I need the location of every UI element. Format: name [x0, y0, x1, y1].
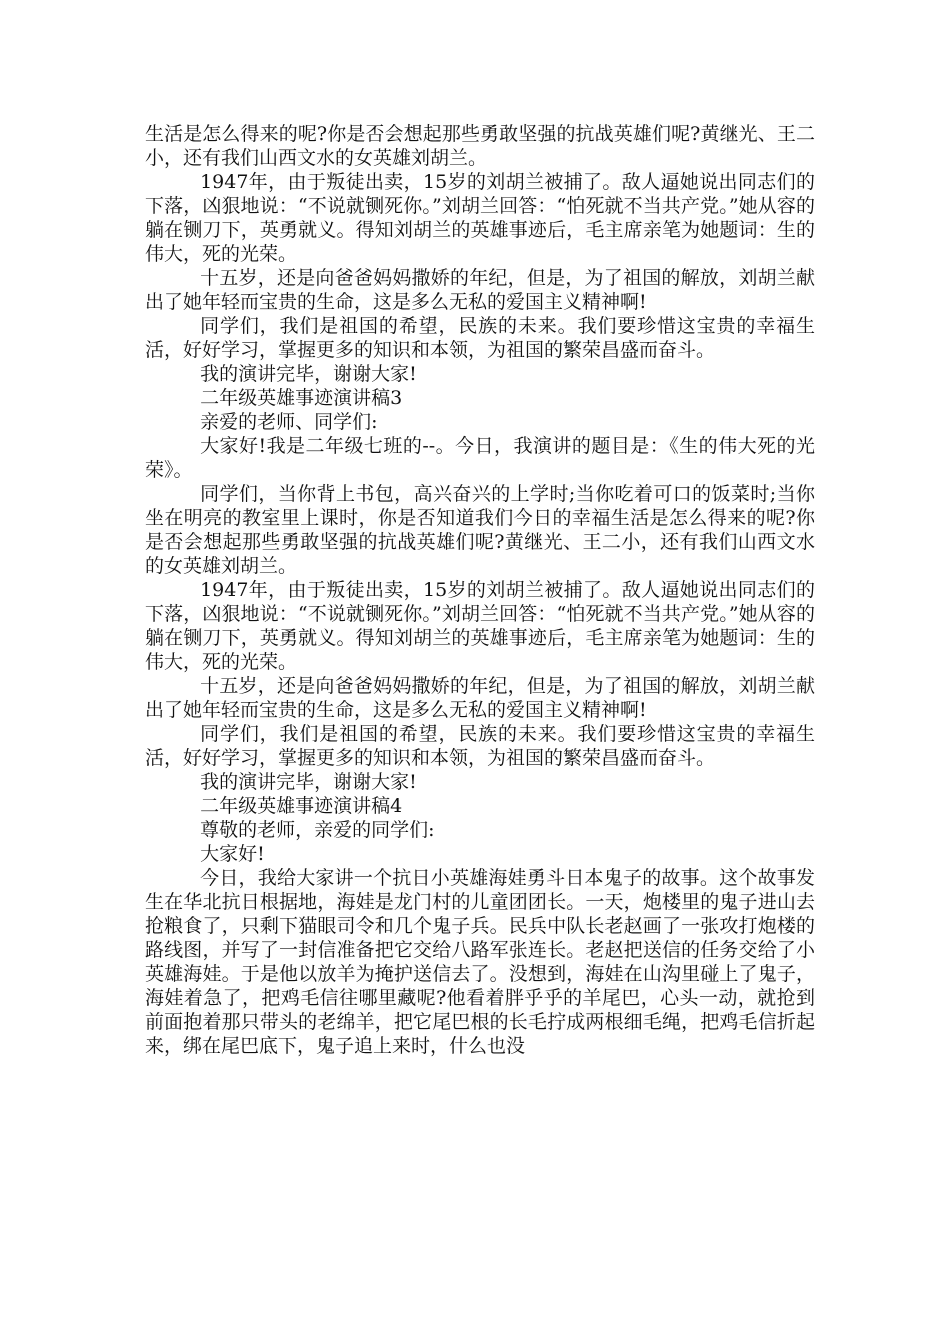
paragraph: 同学们，我们是祖国的希望，民族的未来。我们要珍惜这宝贵的幸福生活，好好学习，掌握更多的知识和本领，为祖国的繁荣昌盛而奋斗。	[145, 723, 815, 769]
salutation: 亲爱的老师、同学们:	[200, 411, 378, 433]
paragraph: 生活是怎么得来的呢?你是否会想起那些勇敢坚强的抗战英雄们呢?黄继光、王二小，还有我们山西文水的女英雄刘胡兰。	[145, 123, 815, 169]
document-page	[145, 122, 815, 1058]
salutation: 尊敬的老师，亲爱的同学们:	[200, 819, 435, 841]
paragraph: 十五岁，还是向爸爸妈妈撒娇的年纪，但是，为了祖国的解放，刘胡兰献出了她年轻而宝贵的生命，这是多么无私的爱国主义精神啊!	[145, 267, 815, 313]
greeting: 大家好!	[200, 843, 265, 865]
paragraph: 今日，我给大家讲一个抗日小英雄海娃勇斗日本鬼子的故事。这个故事发生在华北抗日根据地，海娃是龙门村的儿童团团长。一天，炮楼里的鬼子进山去抢粮食了，只剩下猫眼司令和几个鬼子兵。民兵中队长老赵画了一张攻打炮楼的路线图，并写了一封信准备把它交给八路军张连长。老赵把送信的任务交给了小英雄海娃。于是他以放羊为掩护送信去了。没想到，海娃在山沟里碰上了鬼子，海娃着急了，把鸡毛信往哪里藏呢?他看着胖乎乎的羊尾巴，心头一动，就抢到前面抱着那只带头的老绵羊，把它尾巴根的长毛拧成两根细毛绳，把鸡毛信折起来，绑在尾巴底下，鬼子追上来时，什么也没	[145, 867, 815, 1057]
paragraph: 1947年，由于叛徒出卖，15岁的刘胡兰被捕了。敌人逼她说出同志们的下落，凶狠地说：“不说就铡死你。”刘胡兰回答：“怕死就不当共产党。”她从容的躺在铡刀下，英勇就义。得知刘胡兰的英雄事迹后，毛主席亲笔为她题词：生的伟大，死的光荣。	[145, 579, 815, 673]
paragraph: 十五岁，还是向爸爸妈妈撒娇的年纪，但是，为了祖国的解放，刘胡兰献出了她年轻而宝贵的生命，这是多么无私的爱国主义精神啊!	[145, 675, 815, 721]
section-heading: 二年级英雄事迹演讲稿3	[200, 387, 403, 409]
section-heading: 二年级英雄事迹演讲稿4	[200, 795, 403, 817]
closing-line: 我的演讲完毕，谢谢大家!	[200, 771, 417, 793]
paragraph: 大家好!我是二年级七班的--。今日，我演讲的题目是：《生的伟大死的光荣》。	[145, 435, 815, 481]
closing-line: 我的演讲完毕，谢谢大家!	[200, 363, 417, 385]
paragraph: 同学们，当你背上书包，高兴奋兴的上学时;当你吃着可口的饭菜时;当你坐在明亮的教室里上课时，你是否知道我们今日的幸福生活是怎么得来的呢?你是否会想起那些勇敢坚强的抗战英雄们呢?黄继光、王二小，还有我们山西文水的女英雄刘胡兰。	[145, 483, 815, 577]
paragraph: 1947年，由于叛徒出卖，15岁的刘胡兰被捕了。敌人逼她说出同志们的下落，凶狠地说：“不说就铡死你。”刘胡兰回答：“怕死就不当共产党。”她从容的躺在铡刀下，英勇就义。得知刘胡兰的英雄事迹后，毛主席亲笔为她题词：生的伟大，死的光荣。	[145, 171, 815, 265]
paragraph: 同学们，我们是祖国的希望，民族的未来。我们要珍惜这宝贵的幸福生活，好好学习，掌握更多的知识和本领，为祖国的繁荣昌盛而奋斗。	[145, 315, 815, 361]
